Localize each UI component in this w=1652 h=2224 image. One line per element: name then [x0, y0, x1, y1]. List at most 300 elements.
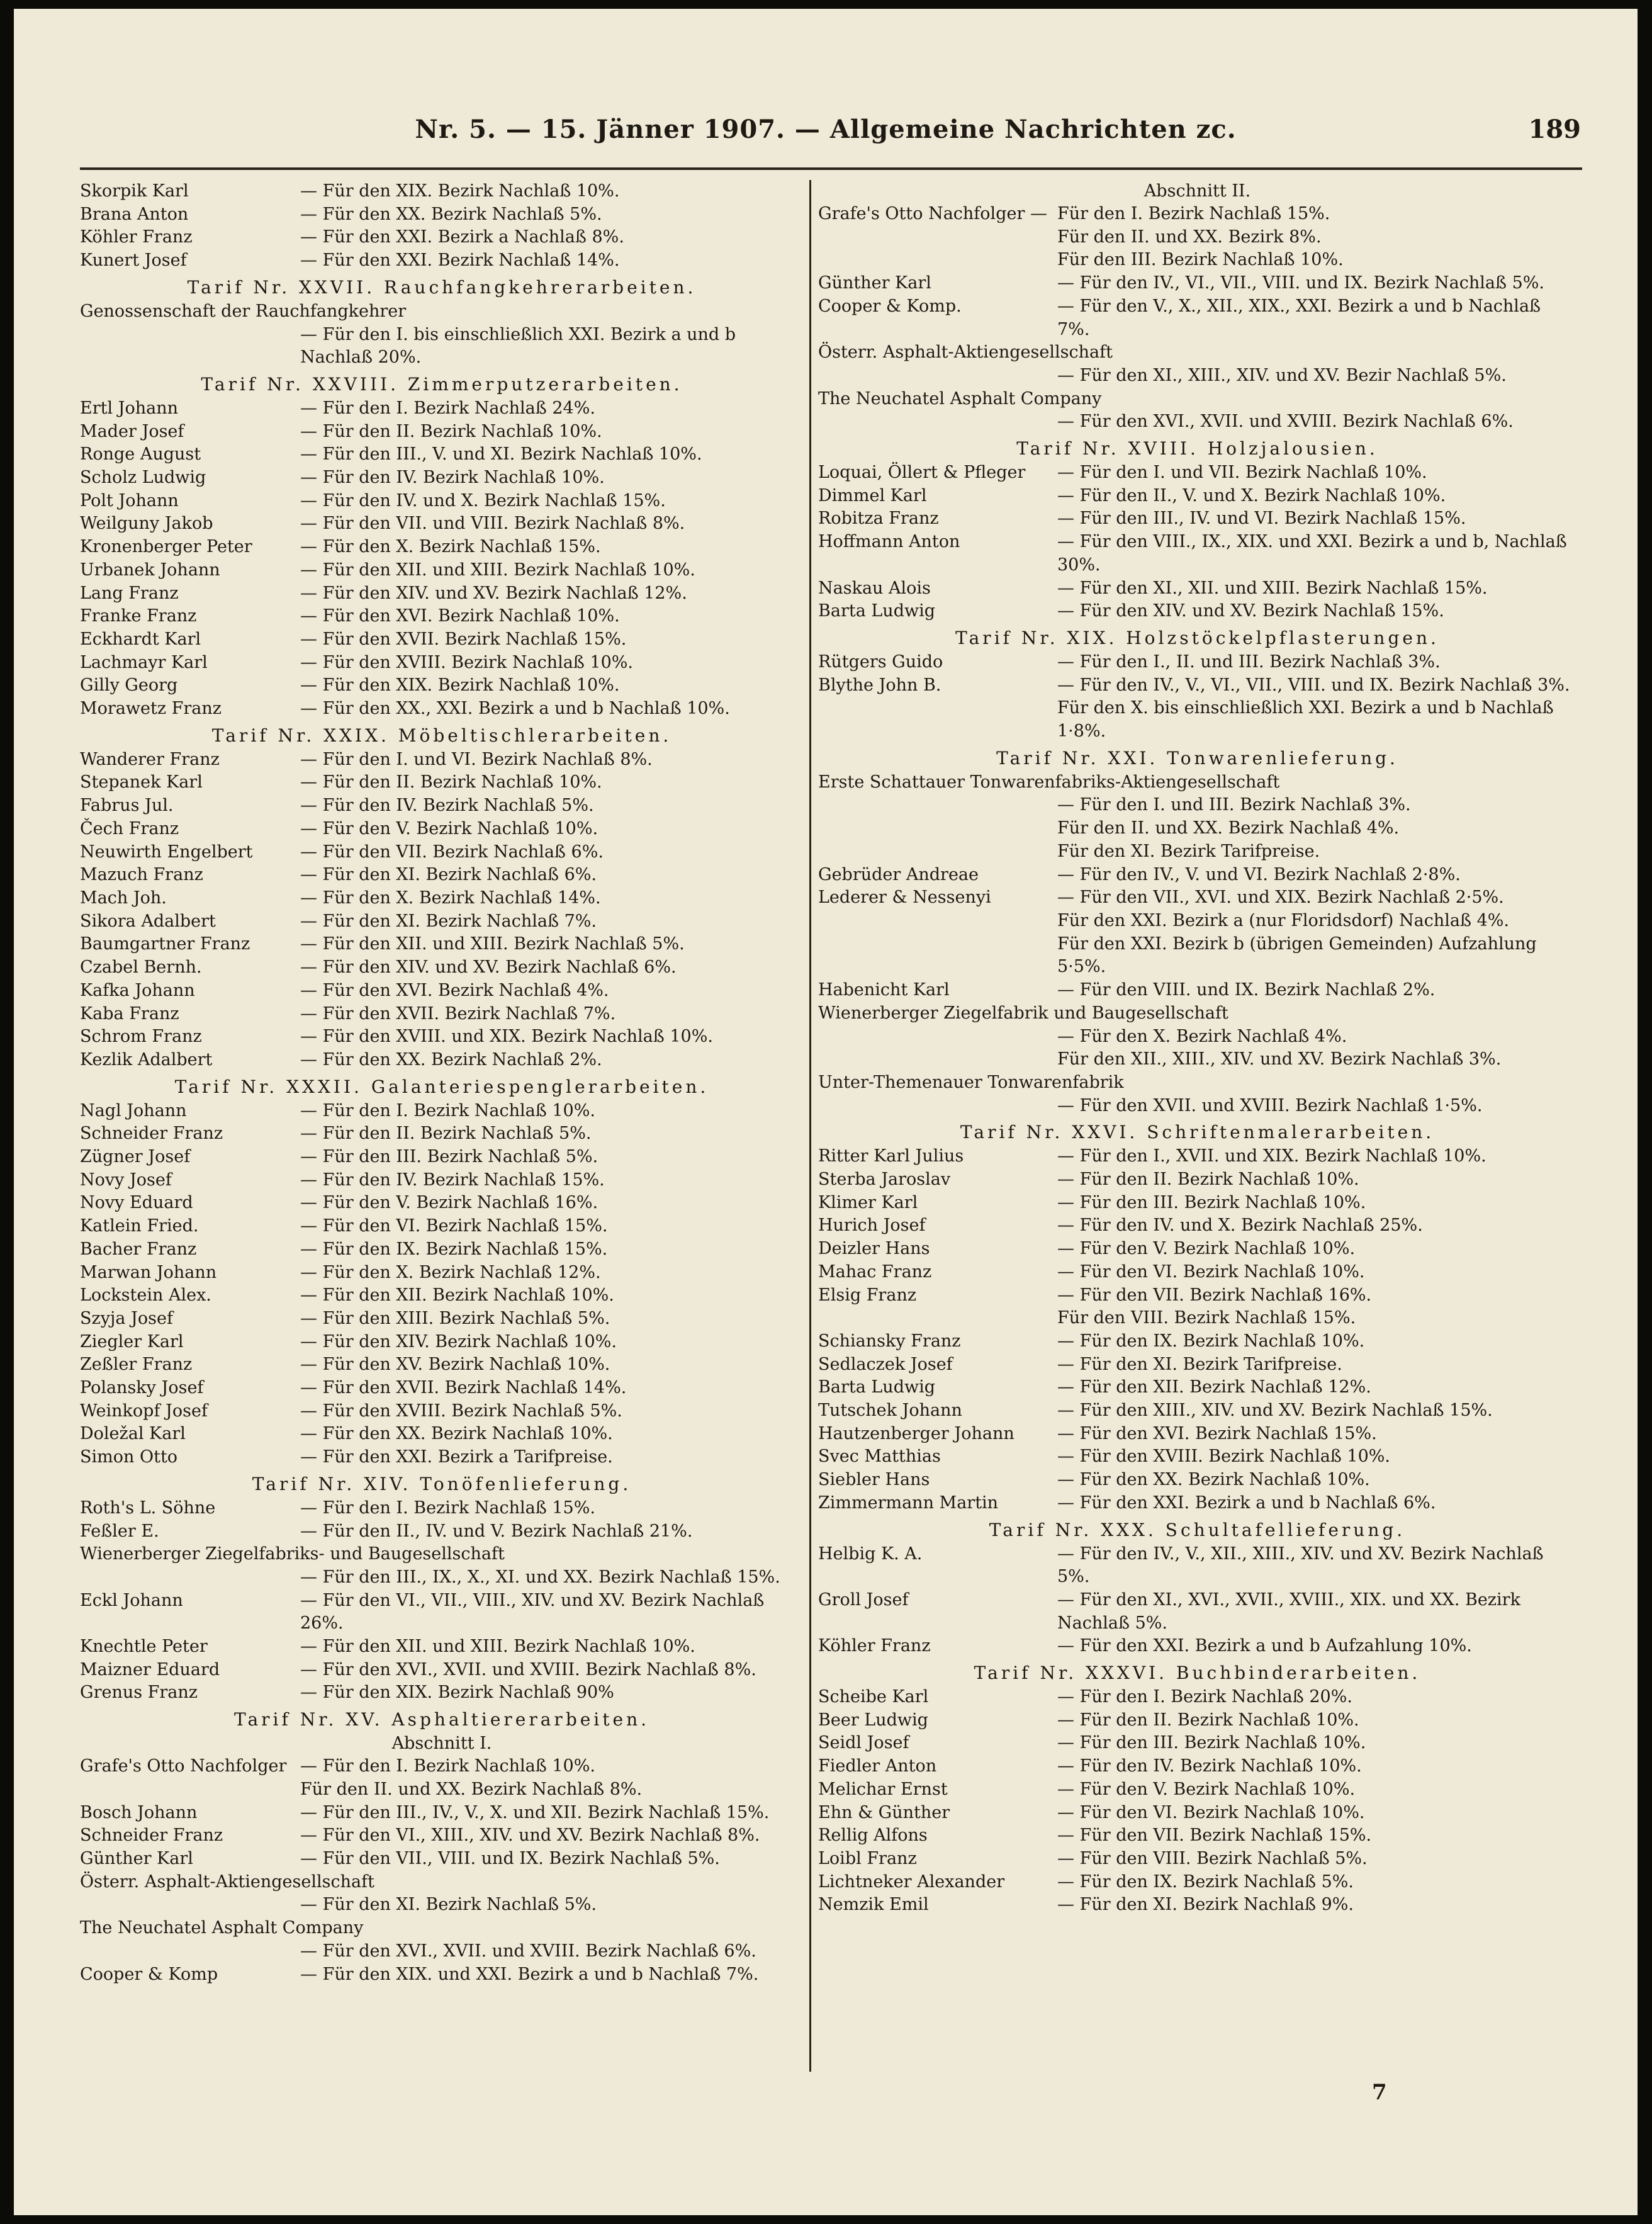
entry-text: — Für den X. Bezirk Nachlaß 12%. [300, 1262, 601, 1282]
entry-text: — Für den IX. Bezirk Nachlaß 5%. [1057, 1871, 1354, 1892]
list-item [80, 652, 804, 675]
contractor-name: Mazuch Franz [80, 865, 203, 885]
entry-text: — Für den XIX. Bezirk Nachlaß 10%. [300, 675, 620, 696]
contractor-name: Zeßler Franz [80, 1355, 193, 1375]
list-item [818, 1192, 1576, 1215]
contractor-name: Doležal Karl [80, 1424, 186, 1444]
entry-text: — Für den XX., XXI. Bezirk a und b Nachlaß 10%. [300, 699, 730, 719]
list-item [818, 577, 1576, 601]
entry-text: — Für den XII. Bezirk Nachlaß 12%. [1057, 1377, 1371, 1397]
entry-text: — Für den XXI. Bezirk Nachlaß 14%. [300, 251, 620, 271]
entry-text: — Für den IV., V., XII., XIII., XIV. und XV. Bezirk Nachlaß 5%. [1057, 1544, 1544, 1587]
tarif-heading: Tarif Nr. XIX. Holzstöckelpflasterungen. [955, 627, 1439, 648]
list-item [80, 180, 804, 203]
list-item [80, 910, 804, 934]
entry-text: — Für den XII. und XIII. Bezirk Nachlaß 10%. [300, 560, 695, 580]
list-item [80, 933, 804, 956]
contractor-name: Habenicht Karl [818, 980, 950, 1000]
entry-text: Für den XXI. Bezirk b (übrigen Gemeinden) Aufzahlung 5·5%. [1057, 934, 1537, 977]
contractor-name: Kafka Johann [80, 980, 195, 1000]
entry-text: — Für den VII. Bezirk Nachlaß 15%. [1057, 1826, 1372, 1846]
entry-text: — Für den I. und VI. Bezirk Nachlaß 8%. [300, 749, 653, 769]
company-name: Österr. Asphalt-Aktiengesellschaft [80, 1871, 374, 1892]
contractor-name: Urbanek Johann [80, 560, 220, 580]
list-item [818, 1709, 1576, 1732]
list-item [818, 1095, 1576, 1118]
contractor-name: Cooper & Komp [80, 1964, 218, 1984]
list-item [818, 1238, 1576, 1261]
entry-text: — Für den I. Bezirk Nachlaß 10%. [300, 1100, 595, 1120]
entry-text: — Für den XI. Bezirk Nachlaß 9%. [1057, 1895, 1354, 1915]
entry-text: — Für den VI. Bezirk Nachlaß 10%. [1057, 1262, 1365, 1282]
list-item [80, 771, 804, 794]
entry-text: — Für den X. Bezirk Nachlaß 15%. [300, 537, 601, 557]
list-item [80, 1635, 804, 1659]
contractor-name: Naskau Alois [818, 578, 931, 598]
list-item [818, 1284, 1576, 1307]
list-item [80, 1307, 804, 1331]
list-item [818, 1802, 1576, 1825]
list-item [80, 1446, 804, 1469]
list-item [80, 748, 804, 772]
entry-text: — Für den XIV. und XV. Bezirk Nachlaß 6%. [300, 957, 677, 978]
list-item [818, 1755, 1576, 1778]
contractor-name: Sikora Adalbert [80, 911, 216, 931]
list-item [818, 886, 1576, 910]
contractor-name: Loquai, Öllert & Pfleger [818, 463, 1026, 483]
list-item [80, 818, 804, 841]
contractor-name: Köhler Franz [818, 1636, 931, 1656]
entry-text: — Für den X. Bezirk Nachlaß 4%. [1057, 1026, 1347, 1046]
list-item [80, 1894, 804, 1917]
entry-text: — Für den I. und III. Bezirk Nachlaß 3%. [1057, 795, 1411, 815]
list-item [818, 485, 1576, 508]
list-item [80, 1215, 804, 1238]
list-item [818, 1469, 1576, 1492]
entry-text: — Für den II., V. und X. Bezirk Nachlaß 10%. [1057, 485, 1446, 505]
list-item [80, 443, 804, 466]
list-item [818, 364, 1576, 388]
entry-text: — Für den V. Bezirk Nachlaß 16%. [300, 1193, 598, 1213]
contractor-name: Dimmel Karl [818, 485, 927, 505]
entry-text: — Für den VI., VII., VIII., XIV. und XV. Bezirk Nachlaß 26%. [300, 1590, 765, 1634]
contractor-name: Neuwirth Engelbert [80, 842, 253, 862]
contractor-name: Wanderer Franz [80, 749, 220, 769]
list-item [80, 841, 804, 864]
entry-text: — Für den III., IV., V., X. und XII. Bezirk Nachlaß 15%. [300, 1802, 770, 1822]
contractor-name: Kunert Josef [80, 251, 187, 271]
contractor-name: Kronenberger Peter [80, 537, 252, 557]
entry-text: — Für den XVI. Bezirk Nachlaß 10%. [300, 606, 620, 626]
entry-text: — Für den XIX. Bezirk Nachlaß 10%. [300, 181, 620, 201]
list-item [818, 461, 1576, 485]
list-item [80, 536, 804, 559]
contractor-name: Baumgartner Franz [80, 934, 250, 954]
contractor-name: Eckl Johann [80, 1590, 183, 1610]
list-item [80, 490, 804, 513]
list-item [818, 1686, 1576, 1709]
entry-text: — Für den II. Bezirk Nachlaß 10%. [1057, 1710, 1359, 1730]
list-item [80, 1353, 804, 1377]
entry-text: — Für den I., II. und III. Bezirk Nachlaß 3%. [1057, 652, 1441, 672]
contractor-name: Schiansky Franz [818, 1331, 961, 1351]
list-item [80, 421, 804, 444]
list-item [818, 531, 1576, 577]
list-item [818, 1543, 1576, 1589]
entry-text: Für den II. und XX. Bezirk 8%. [1057, 227, 1322, 247]
entry-text: — Für den XV. Bezirk Nachlaß 10%. [300, 1355, 610, 1375]
entry-text: — Für den XI., XIII., XIV. und XV. Bezir Nachlaß 5%. [1057, 365, 1507, 385]
entry-text: — Für den XI., XII. und XIII. Bezirk Nachlaß 15%. [1057, 578, 1488, 598]
entry-text: — Für den IX. Bezirk Nachlaß 15%. [300, 1239, 608, 1259]
entry-text: — Für den V. Bezirk Nachlaß 10%. [300, 818, 598, 838]
contractor-name: Sedlaczek Josef [818, 1354, 953, 1374]
entry-text: — Für den VII. Bezirk Nachlaß 16%. [1057, 1285, 1372, 1305]
contractor-name: Lachmayr Karl [80, 652, 208, 672]
contractor-name: Czabel Bernh. [80, 957, 202, 978]
contractor-name: Günther Karl [818, 273, 931, 293]
entry-text: Für den II. und XX. Bezirk Nachlaß 4%. [1057, 818, 1400, 838]
contractor-name: Mader Josef [80, 421, 184, 441]
list-item [818, 226, 1576, 249]
contractor-name: Weilguny Jakob [80, 514, 213, 534]
entry-text: — Für den XI. Bezirk Nachlaß 5%. [300, 1895, 597, 1915]
list-item [818, 1353, 1576, 1377]
entry-text: — Für den XIX. und XXI. Bezirk a und b Nachlaß 7%. [300, 1964, 759, 1984]
entry-text: — Für den XVIII. Bezirk Nachlaß 10%. [1057, 1447, 1391, 1467]
list-item [80, 1566, 804, 1589]
entry-text: — Für den III. Bezirk Nachlaß 10%. [1057, 1733, 1366, 1753]
contractor-name: Simon Otto [80, 1447, 178, 1467]
entry-text: — Für den XVIII. und XIX. Bezirk Nachlaß 10%. [300, 1027, 713, 1047]
list-item [80, 1331, 804, 1354]
list-item [80, 628, 804, 652]
right-column [818, 180, 1576, 1917]
list-item [818, 910, 1576, 933]
tarif-heading: Tarif Nr. XXXII. Galanteriespenglerarbeiten. [174, 1076, 709, 1097]
contractor-name: Novy Eduard [80, 1193, 193, 1213]
contractor-name: Köhler Franz [80, 227, 193, 247]
list-item [818, 840, 1576, 864]
list-item [80, 1003, 804, 1026]
contractor-name: Ehn & Günther [818, 1802, 950, 1822]
list-item [80, 1848, 804, 1871]
header-title: Nr. 5. — 15. Jänner 1907. — Allgemeine Nachrichten zc. [415, 115, 1237, 144]
contractor-name: Elsig Franz [818, 1285, 917, 1305]
tarif-heading: Tarif Nr. XIV. Tonöfenlieferung. [252, 1473, 632, 1494]
entry-text: — Für den VII., XVI. und XIX. Bezirk Nachlaß 2·5%. [1057, 888, 1504, 908]
company-name: The Neuchatel Asphalt Company [818, 388, 1102, 409]
entry-text: — Für den II. Bezirk Nachlaß 10%. [1057, 1170, 1359, 1190]
section-subheading: Abschnitt II. [1143, 181, 1251, 201]
contractor-name: Zügner Josef [80, 1147, 191, 1167]
entry-text: — Für den XVI. Bezirk Nachlaß 15%. [1057, 1423, 1377, 1443]
entry-text: — Für den VII. und VIII. Bezirk Nachlaß 8%. [300, 514, 685, 534]
list-item [818, 600, 1576, 623]
entry-text: Für den XXI. Bezirk a (nur Floridsdorf) Nachlaß 4%. [1057, 910, 1509, 930]
tarif-heading: Tarif Nr. XXVIII. Zimmerputzerarbeiten. [201, 373, 683, 395]
contractor-name: Nemzik Emil [818, 1895, 929, 1915]
list-item [80, 1681, 804, 1705]
contractor-name: Brana Anton [80, 204, 189, 224]
list-item [818, 1871, 1576, 1894]
contractor-name: Schrom Franz [80, 1027, 202, 1047]
header-rule [80, 167, 1582, 170]
entry-text: — Für den XI. Bezirk Nachlaß 7%. [300, 911, 597, 931]
contractor-name: Grafe's Otto Nachfolger [80, 1756, 287, 1776]
tarif-heading: Tarif Nr. XXI. Tonwarenlieferung. [996, 747, 1398, 769]
entry-text: — Für den XVI., XVII. und XVIII. Bezirk Nachlaß 8%. [300, 1659, 756, 1679]
entry-text: — Für den IV., V., VI., VII., VIII. und IX. Bezirk Nachlaß 3%. [1057, 675, 1570, 695]
company-name: Österr. Asphalt-Aktiengesellschaft [818, 342, 1113, 363]
contractor-name: Helbig K. A. [818, 1544, 923, 1564]
contractor-name: Polt Johann [80, 490, 179, 511]
entry-text: — Für den VI., XIII., XIV. und XV. Bezirk Nachlaß 8%. [300, 1826, 760, 1846]
entry-text: — Für den I. Bezirk Nachlaß 20%. [1057, 1687, 1352, 1707]
list-item [80, 466, 804, 490]
list-item [80, 1940, 804, 1963]
list-item [80, 512, 804, 536]
list-item [80, 979, 804, 1003]
entry-text: — Für den I. Bezirk Nachlaß 10%. [300, 1756, 595, 1776]
entry-text: — Für den II. Bezirk Nachlaß 10%. [300, 421, 602, 441]
list-item [80, 605, 804, 628]
list-item [818, 794, 1576, 817]
entry-text: — Für den XI. Bezirk Tarifpreise. [1057, 1354, 1342, 1374]
entry-text: — Für den I., XVII. und XIX. Bezirk Nachlaß 10%. [1057, 1146, 1486, 1166]
contractor-name: Schneider Franz [80, 1826, 223, 1846]
list-item [80, 864, 804, 887]
entry-text: — Für den IV. Bezirk Nachlaß 15%. [300, 1170, 605, 1190]
entry-text: — Für den XX. Bezirk Nachlaß 10%. [1057, 1470, 1370, 1490]
entry-text: — Für den VIII. und IX. Bezirk Nachlaß 2%. [1057, 980, 1436, 1000]
entry-text: — Für den VII. Bezirk Nachlaß 6%. [300, 842, 604, 862]
list-item [80, 887, 804, 910]
entry-text: — Für den V. Bezirk Nachlaß 10%. [1057, 1239, 1356, 1259]
contractor-name: Stepanek Karl [80, 772, 203, 793]
entry-text: — Für den IX. Bezirk Nachlaß 10%. [1057, 1331, 1365, 1351]
list-item [80, 1589, 804, 1635]
column-divider [809, 180, 811, 2072]
company-name: The Neuchatel Asphalt Company [80, 1918, 364, 1938]
company-name: Unter-Themenauer Tonwarenfabrik [818, 1072, 1124, 1092]
contractor-name: Lichtneker Alexander [818, 1871, 1005, 1892]
list-item [818, 1635, 1576, 1658]
entry-text: — Für den VIII. Bezirk Nachlaß 5%. [1057, 1849, 1368, 1868]
list-item [80, 1400, 804, 1423]
contractor-name: Fabrus Jul. [80, 796, 174, 816]
entry-text: — Für den IV. Bezirk Nachlaß 10%. [1057, 1756, 1362, 1776]
entry-text: — Für den II. Bezirk Nachlaß 5%. [300, 1124, 592, 1144]
contractor-name: Scholz Ludwig [80, 468, 206, 488]
tarif-heading: Tarif Nr. XV. Asphaltiererarbeiten. [233, 1709, 650, 1730]
list-item [818, 979, 1576, 1002]
list-item [80, 249, 804, 273]
contractor-name: Lederer & Nessenyi [818, 888, 991, 908]
contractor-name: Loibl Franz [818, 1849, 917, 1868]
entry-text: — Für den XIX. Bezirk Nachlaß 90% [300, 1683, 614, 1703]
list-item [818, 1445, 1576, 1469]
list-item [818, 410, 1576, 434]
document-page [14, 9, 1638, 2215]
list-item [80, 1778, 804, 1802]
contractor-name: Polansky Josef [80, 1378, 204, 1398]
entry-text: — Für den IV., VI., VII., VIII. und IX. Bezirk Nachlaß 5%. [1057, 273, 1544, 293]
list-item [818, 1376, 1576, 1399]
entry-text: — Für den VI. Bezirk Nachlaß 10%. [1057, 1802, 1365, 1822]
entry-text: — Für den IV. Bezirk Nachlaß 5%. [300, 796, 594, 816]
entry-text: — Für den XIV. und XV. Bezirk Nachlaß 15%. [1057, 601, 1444, 621]
entry-text: — Für den VIII., IX., XIX. und XXI. Bezirk a und b, Nachlaß 30%. [1057, 532, 1567, 575]
entry-text: — Für den IV. und X. Bezirk Nachlaß 25%. [1057, 1216, 1423, 1236]
contractor-name: Robitza Franz [818, 509, 939, 529]
entry-text: — Für den XII. und XIII. Bezirk Nachlaß 10%. [300, 1637, 695, 1657]
list-item [818, 1214, 1576, 1238]
entry-text: — Für den IV. Bezirk Nachlaß 10%. [300, 468, 605, 488]
contractor-name: Lang Franz [80, 583, 179, 603]
list-item [80, 1049, 804, 1072]
section-subheading: Abschnitt I. [391, 1734, 492, 1754]
contractor-name: Deizler Hans [818, 1239, 930, 1259]
list-item [80, 1377, 804, 1400]
list-item [80, 1497, 804, 1520]
contractor-name: Schneider Franz [80, 1124, 223, 1144]
entry-text: — Für den X. Bezirk Nachlaß 14%. [300, 888, 601, 908]
list-item [80, 226, 804, 249]
contractor-name: Morawetz Franz [80, 699, 222, 719]
list-item [818, 817, 1576, 840]
list-item [818, 1307, 1576, 1330]
contractor-name: Barta Ludwig [818, 601, 936, 621]
list-item [80, 956, 804, 979]
contractor-name: Fiedler Anton [818, 1756, 937, 1776]
list-item [818, 1824, 1576, 1848]
list-item [80, 324, 804, 370]
entry-text: — Für den XXI. Bezirk a und b Nachlaß 6%. [1057, 1493, 1436, 1513]
entry-text: Für den X. bis einschließlich XXI. Bezirk a und b Nachlaß 1·8%. [1057, 698, 1554, 742]
contractor-name: Blythe John B. [818, 675, 941, 695]
list-item [818, 651, 1576, 674]
tarif-heading: Tarif Nr. XXIX. Möbeltischlerarbeiten. [211, 725, 672, 746]
list-item [818, 1492, 1576, 1515]
contractor-name: Sterba Jaroslav [818, 1170, 951, 1190]
list-item [80, 397, 804, 421]
entry-text: — Für den I. bis einschließlich XXI. Bezirk a und b Nachlaß 20%. [300, 324, 736, 368]
page-header [14, 115, 1638, 159]
list-item [80, 1423, 804, 1446]
entry-text: — Für den VII., VIII. und IX. Bezirk Nachlaß 5%. [300, 1849, 720, 1868]
list-item [80, 1025, 804, 1049]
list-item [818, 933, 1576, 979]
entry-text: — Für den XX. Bezirk Nachlaß 2%. [300, 1049, 602, 1070]
contractor-name: Melichar Ernst [818, 1779, 948, 1799]
contractor-name: Barta Ludwig [818, 1377, 936, 1397]
contractor-name: Ziegler Karl [80, 1331, 184, 1352]
entry-text: — Für den III. Bezirk Nachlaß 10%. [1057, 1192, 1366, 1212]
list-item [818, 1589, 1576, 1635]
contractor-name: Groll Josef [818, 1589, 909, 1610]
entry-text: — Für den XXI. Bezirk a und b Aufzahlung 10%. [1057, 1636, 1472, 1656]
list-item [80, 1122, 804, 1146]
contractor-name: Bosch Johann [80, 1802, 198, 1822]
list-item [818, 864, 1576, 887]
contractor-name: Szyja Josef [80, 1308, 173, 1328]
contractor-name: Feßler E. [80, 1521, 159, 1541]
entry-text: — Für den I. und VII. Bezirk Nachlaß 10%. [1057, 463, 1427, 483]
contractor-name: Nagl Johann [80, 1100, 187, 1120]
list-item [80, 1100, 804, 1123]
entry-text: — Für den XI. Bezirk Nachlaß 6%. [300, 865, 597, 885]
contractor-name: Weinkopf Josef [80, 1401, 208, 1421]
list-item [80, 1284, 804, 1307]
entry-text: — Für den XVII. Bezirk Nachlaß 15%. [300, 629, 627, 649]
contractor-name: Hoffmann Anton [818, 532, 960, 552]
contractor-name: Tutschek Johann [818, 1401, 962, 1421]
list-item [818, 295, 1576, 341]
list-item [818, 1168, 1576, 1192]
entry-text: Für den VIII. Bezirk Nachlaß 15%. [1057, 1308, 1356, 1328]
contractor-name: Skorpik Karl [80, 181, 189, 201]
list-item [818, 507, 1576, 531]
list-item [818, 1145, 1576, 1168]
contractor-name: Günther Karl [80, 1849, 193, 1868]
entry-text: — Für den XVI., XVII. und XVIII. Bezirk Nachlaß 6%. [300, 1941, 756, 1961]
list-item [80, 1659, 804, 1682]
list-item [818, 1025, 1576, 1049]
list-item [80, 674, 804, 697]
list-item [818, 272, 1576, 295]
entry-text: — Für den XVIII. Bezirk Nachlaß 5%. [300, 1401, 622, 1421]
contractor-name: Mach Joh. [80, 888, 167, 908]
contractor-name: Franke Franz [80, 606, 197, 626]
entry-text: Für den III. Bezirk Nachlaß 10%. [1057, 250, 1344, 270]
entry-text: — Für den III., V. und XI. Bezirk Nachlaß 10%. [300, 444, 702, 465]
list-item [818, 1261, 1576, 1284]
entry-text: — Für den XII. Bezirk Nachlaß 10%. [300, 1285, 614, 1306]
entry-text: — Für den VI. Bezirk Nachlaß 15%. [300, 1216, 608, 1236]
contractor-name: Novy Josef [80, 1170, 172, 1190]
contractor-name: Gebrüder Andreae [818, 864, 979, 884]
contractor-name: Rütgers Guido [818, 652, 943, 672]
list-item [80, 1192, 804, 1215]
contractor-name: Lockstein Alex. [80, 1285, 211, 1306]
entry-text: — Für den I. Bezirk Nachlaß 24%. [300, 398, 595, 418]
list-item [80, 1520, 804, 1544]
contractor-name: Scheibe Karl [818, 1687, 929, 1707]
company-name: Erste Schattauer Tonwarenfabriks-Aktiengesellschaft [818, 772, 1280, 792]
entry-text: — Für den XIII., XIV. und XV. Bezirk Nachlaß 15%. [1057, 1401, 1493, 1421]
contractor-name: Knechtle Peter [80, 1637, 208, 1657]
tarif-heading: Tarif Nr. XXXVI. Buchbinderarbeiten. [974, 1662, 1421, 1684]
contractor-name: Hautzenberger Johann [818, 1423, 1014, 1443]
contractor-name: Rellig Alfons [818, 1826, 928, 1846]
page-number: 189 [1528, 115, 1581, 144]
contractor-name: Katlein Fried. [80, 1216, 199, 1236]
list-item [80, 203, 804, 227]
list-item [80, 1169, 804, 1192]
entry-text: — Für den XIV. Bezirk Nachlaß 10%. [300, 1331, 617, 1352]
list-item [818, 1848, 1576, 1871]
contractor-name: Kaba Franz [80, 1003, 179, 1024]
list-item [818, 249, 1576, 272]
contractor-name: Grenus Franz [80, 1683, 198, 1703]
entry-text: — Für den XI., XVI., XVII., XVIII., XIX. und XX. Bezirk Nachlaß 5%. [1057, 1589, 1520, 1633]
list-item [818, 697, 1576, 743]
contractor-name: Beer Ludwig [818, 1710, 928, 1730]
list-item [80, 1963, 804, 1987]
tarif-heading: Tarif Nr. XXX. Schultafellieferung. [989, 1519, 1406, 1540]
entry-text: — Für den II. Bezirk Nachlaß 10%. [300, 772, 602, 793]
